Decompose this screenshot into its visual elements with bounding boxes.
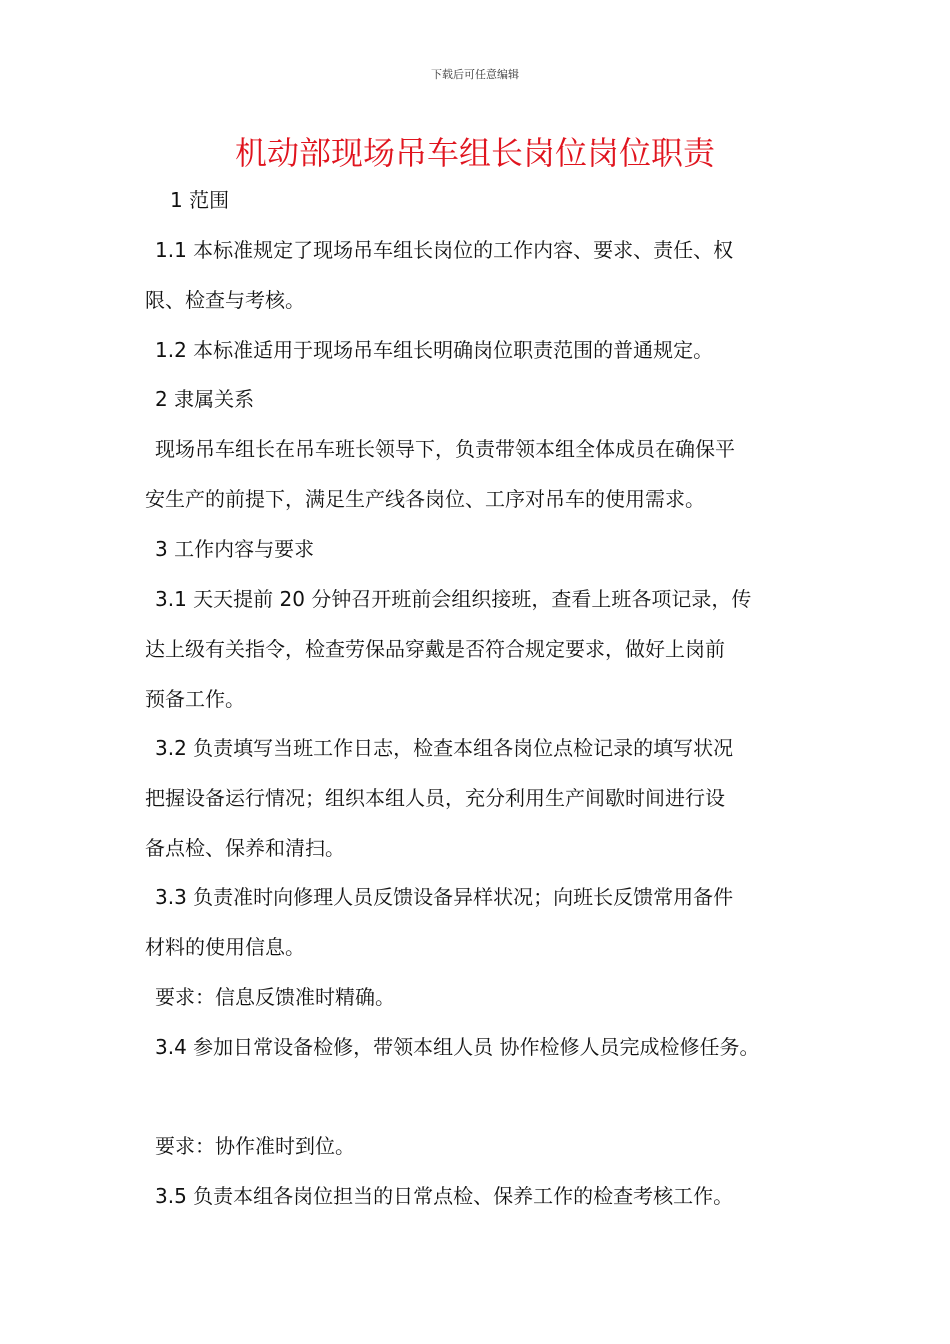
- paragraph-line: 3.4 参加日常设备检修，带领本组人员 协作检修人员完成检修任务。: [155, 1035, 760, 1059]
- section-heading: 1 范围: [170, 188, 230, 212]
- requirement-line: 要求：协作准时到位。: [155, 1134, 355, 1158]
- paragraph-line: 1.2 本标准适用于现场吊车组长明确岗位职责范围的普通规定。: [155, 338, 714, 362]
- paragraph-line: 1.1 本标准规定了现场吊车组长岗位的工作内容、要求、责任、权: [155, 238, 734, 262]
- paragraph-line: 现场吊车组长在吊车班长领导下，负责带领本组全体成员在确保平: [155, 437, 735, 461]
- paragraph-line: 达上级有关指令，检查劳保品穿戴是否符合规定要求，做好上岗前: [145, 637, 725, 661]
- section-heading: 2 隶属关系: [155, 387, 255, 411]
- paragraph-line: 3.3 负责准时向修理人员反馈设备异样状况；向班长反馈常用备件: [155, 885, 734, 909]
- document-title: 机动部现场吊车组长岗位岗位职责: [234, 134, 715, 172]
- paragraph-line: 3.1 天天提前 20 分钟召开班前会组织接班，查看上班各项记录，传: [155, 587, 752, 611]
- paragraph-line: 3.5 负责本组各岗位担当的日常点检、保养工作的检查考核工作。: [155, 1184, 734, 1208]
- paragraph-line: 3.2 负责填写当班工作日志，检查本组各岗位点检记录的填写状况: [155, 736, 734, 760]
- paragraph-line: 备点检、保养和清扫。: [145, 836, 345, 860]
- header-note: 下载后可任意编辑: [431, 68, 519, 81]
- paragraph-line: 材料的使用信息。: [145, 935, 305, 959]
- requirement-line: 要求：信息反馈准时精确。: [155, 985, 395, 1009]
- section-heading: 3 工作内容与要求: [155, 537, 315, 561]
- paragraph-line: 把握设备运行情况；组织本组人员，充分利用生产间歇时间进行设: [145, 786, 725, 810]
- paragraph-line: 预备工作。: [145, 687, 245, 711]
- paragraph-line: 安生产的前提下，满足生产线各岗位、工序对吊车的使用需求。: [145, 487, 705, 511]
- paragraph-line: 限、检查与考核。: [145, 288, 305, 312]
